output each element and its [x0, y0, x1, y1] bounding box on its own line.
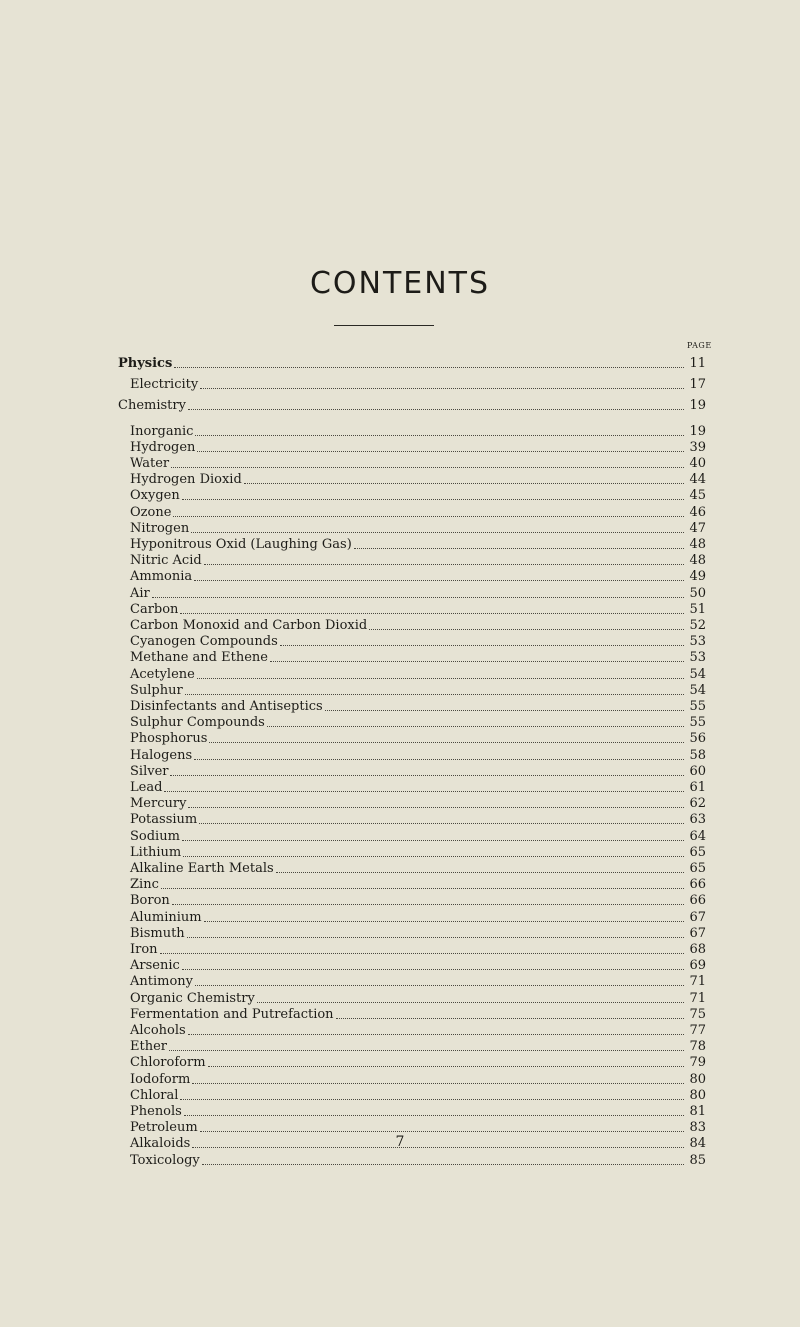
toc-entry — [130, 1039, 706, 1055]
toc-entry-label: Phenols — [130, 1104, 182, 1119]
dot-leader — [188, 806, 684, 808]
toc-entry-label: Hydrogen Dioxid — [130, 472, 242, 488]
dot-leader — [169, 1049, 684, 1051]
toc-entry — [130, 1104, 706, 1120]
toc-entry — [130, 634, 706, 650]
toc-entry — [130, 910, 706, 926]
dot-leader — [209, 741, 684, 743]
dot-leader — [161, 887, 684, 889]
toc-entry-label: Iodoform — [130, 1071, 191, 1087]
toc-entry — [130, 812, 706, 828]
toc-entry-label: Boron — [130, 893, 170, 909]
toc-entry-page: 66 — [689, 877, 706, 893]
toc-entry-label: Fermentation and Putrefaction — [130, 1006, 334, 1022]
toc-entry — [130, 748, 706, 764]
toc-entry-label: Hydrogen — [130, 439, 196, 455]
toc-entry — [130, 650, 706, 666]
toc-entry — [130, 764, 706, 780]
toc-entry — [130, 1007, 706, 1023]
toc-entry-page: 68 — [689, 942, 706, 957]
toc-entry-label: Hyponitrous Oxid (Laughing Gas) — [130, 537, 352, 552]
toc-entry-label: Carbon — [130, 601, 179, 617]
toc-entry-page: 58 — [689, 747, 706, 763]
toc-entry — [130, 537, 706, 553]
toc-entry-page: 62 — [689, 796, 706, 812]
toc-entry-label: Silver — [130, 763, 169, 779]
toc-entry-page: 71 — [689, 990, 706, 1006]
toc-entry-page: 78 — [689, 1039, 706, 1055]
toc-entry-label: Chloral — [130, 1087, 179, 1103]
dot-leader — [199, 822, 684, 824]
toc-entry-label: Sulphur Compounds — [130, 715, 265, 731]
toc-entry-page: 63 — [689, 812, 706, 828]
toc-entry-label: Acetylene — [130, 666, 195, 682]
dot-leader — [336, 1017, 684, 1019]
dot-leader — [182, 968, 684, 970]
toc-entry-page: 67 — [689, 909, 706, 925]
dot-leader — [172, 903, 684, 905]
page-title: CONTENTS — [309, 266, 491, 301]
toc-entry — [130, 926, 706, 942]
toc-entry — [130, 991, 706, 1007]
toc-entry-label: Nitrogen — [130, 520, 190, 536]
toc-entry-page: 48 — [689, 553, 706, 569]
toc-entry-label: Chloroform — [130, 1055, 206, 1071]
toc-entry-page: 47 — [689, 520, 706, 536]
toc-entry — [130, 877, 706, 893]
toc-entry-label: Water — [130, 456, 170, 471]
dot-leader — [200, 1130, 684, 1132]
toc-entry-page: 80 — [689, 1071, 706, 1087]
title-rule — [334, 325, 434, 326]
toc-entry-page: 80 — [689, 1087, 706, 1103]
toc-entry-label: Air — [130, 585, 150, 601]
toc-entry-page: 81 — [689, 1104, 706, 1119]
dot-leader — [173, 515, 684, 517]
toc-entry-page: 79 — [689, 1055, 706, 1071]
toc-entry-page: 66 — [689, 893, 706, 909]
dot-leader — [188, 1033, 684, 1035]
toc-entry-page: 11 — [689, 356, 706, 371]
toc-entry-label: Oxygen — [130, 488, 180, 504]
toc-entry — [118, 356, 706, 372]
toc-entry-label: Ammonia — [130, 569, 193, 585]
dot-leader — [171, 466, 684, 468]
toc-entry-label: Bismuth — [130, 925, 185, 941]
dot-leader — [170, 774, 684, 776]
toc-entry-label: Methane and Ethene — [130, 650, 268, 666]
toc-entry-label: Potassium — [130, 812, 198, 828]
toc-entry — [130, 1153, 706, 1169]
dot-leader — [180, 1098, 684, 1100]
dot-leader — [183, 855, 684, 857]
toc-entry — [130, 1088, 706, 1104]
dot-leader — [200, 387, 684, 389]
toc-entry — [130, 845, 706, 861]
toc-entry-label: Electricity — [130, 377, 199, 393]
toc-entry-page: 49 — [689, 569, 706, 585]
toc-entry-label: Ozone — [130, 504, 172, 520]
dot-leader — [267, 725, 684, 727]
toc-entry-label: Sodium — [130, 828, 180, 844]
toc-entry-page: 83 — [689, 1120, 706, 1136]
toc-entry — [130, 521, 706, 537]
toc-entry — [130, 780, 706, 796]
toc-entry-label: Iron — [130, 942, 158, 957]
toc-entry-page: 52 — [689, 618, 706, 633]
toc-entry-page: 65 — [689, 844, 706, 860]
toc-entry-page: 46 — [689, 504, 706, 520]
dot-leader — [208, 1065, 684, 1067]
toc-entry-label: Alkaloids — [130, 1136, 191, 1152]
dot-leader — [195, 984, 684, 986]
toc-entry-label: Ether — [130, 1039, 167, 1055]
toc-entry-page: 55 — [689, 699, 706, 714]
toc-entry-label: Organic Chemistry — [130, 990, 255, 1006]
dot-leader — [194, 579, 684, 581]
dot-leader — [152, 596, 684, 598]
dot-leader — [194, 758, 684, 760]
toc-entry-page: 19 — [689, 423, 706, 439]
toc-entry-page: 53 — [689, 634, 706, 650]
toc-entry-label: Zinc — [130, 877, 159, 893]
toc-entry-label: Inorganic — [130, 423, 194, 439]
dot-leader — [182, 839, 684, 841]
toc-entry-page: 54 — [689, 682, 706, 698]
footer-page-number: 7 — [395, 1134, 405, 1150]
dot-leader — [160, 952, 684, 954]
toc-entry-page: 48 — [689, 537, 706, 552]
toc-entry-page: 19 — [689, 398, 706, 414]
dot-leader — [180, 612, 684, 614]
toc-entry-page: 77 — [689, 1023, 706, 1038]
toc-entry — [130, 974, 706, 990]
toc-entry-page: 85 — [689, 1152, 706, 1168]
toc-entry — [130, 1055, 706, 1071]
toc-entry — [130, 683, 706, 699]
toc-entry — [130, 829, 706, 845]
toc-entry-label: Alkaline Earth Metals — [130, 861, 274, 876]
dot-leader — [195, 434, 684, 436]
toc-entry-page: 61 — [689, 780, 706, 795]
dot-leader — [185, 693, 684, 695]
toc-entry — [130, 569, 706, 585]
toc-entry — [130, 1023, 706, 1039]
toc-entry-page: 17 — [689, 377, 706, 393]
toc-entry — [130, 861, 706, 877]
dot-leader — [204, 563, 684, 565]
toc-entry — [130, 618, 706, 634]
toc-entry-page: 64 — [689, 828, 706, 844]
toc-entry-label: Toxicology — [130, 1152, 200, 1168]
toc-entry-label: Lithium — [130, 844, 182, 860]
dot-leader — [164, 790, 684, 792]
toc-entry — [130, 553, 706, 569]
toc-entry-page: 50 — [689, 585, 706, 601]
dot-leader — [184, 1114, 684, 1116]
toc-entry-label: Physics — [118, 356, 173, 371]
dot-leader — [369, 628, 684, 630]
toc-entry — [130, 1072, 706, 1088]
toc-entry-page: 54 — [689, 666, 706, 682]
dot-leader — [257, 1001, 684, 1003]
toc-entry — [130, 472, 706, 488]
dot-leader — [188, 408, 684, 410]
toc-entry — [130, 942, 706, 958]
dot-leader — [174, 366, 684, 368]
toc-entry — [130, 602, 706, 618]
toc-entry — [130, 440, 706, 456]
toc-entry-page: 51 — [689, 601, 706, 617]
dot-leader — [204, 920, 684, 922]
dot-leader — [197, 450, 684, 452]
toc-entry — [130, 796, 706, 812]
toc-entry — [130, 456, 706, 472]
toc-entry-label: Cyanogen Compounds — [130, 634, 278, 650]
page-column-label: PAGE — [687, 341, 712, 350]
toc-entry — [130, 488, 706, 504]
toc-entry-label: Nitric Acid — [130, 553, 202, 569]
toc-entry — [130, 958, 706, 974]
toc-entry-label: Petroleum — [130, 1120, 198, 1136]
toc-entry — [130, 667, 706, 683]
toc-entry-label: Carbon Monoxid and Carbon Dioxid — [130, 618, 368, 633]
toc-entry-page: 45 — [689, 488, 706, 504]
toc-entry — [130, 699, 706, 715]
dot-leader — [354, 547, 684, 549]
toc-entry-page: 56 — [689, 731, 706, 747]
toc-entry-label: Disinfectants and Antiseptics — [130, 699, 323, 714]
dot-leader — [187, 936, 684, 938]
toc-entry — [130, 505, 706, 521]
toc-entry-page: 71 — [689, 974, 706, 990]
dot-leader — [270, 660, 684, 662]
toc-entry — [130, 377, 706, 393]
toc-entry-label: Antimony — [130, 974, 194, 990]
toc-entry — [130, 424, 706, 440]
toc-entry-label: Sulphur — [130, 682, 183, 698]
dot-leader — [197, 677, 684, 679]
dot-leader — [202, 1163, 684, 1165]
toc-entry-label: Phosphorus — [130, 731, 208, 747]
toc-entry-label: Chemistry — [118, 398, 186, 414]
toc-entry — [130, 731, 706, 747]
toc-entry-label: Alcohols — [130, 1023, 186, 1038]
dot-leader — [191, 531, 684, 533]
toc-entry — [130, 715, 706, 731]
toc-entry-page: 40 — [689, 456, 706, 471]
toc-entry-label: Halogens — [130, 747, 193, 763]
toc-entry-page: 67 — [689, 925, 706, 941]
dot-leader — [182, 498, 684, 500]
dot-leader — [280, 644, 684, 646]
toc-entry-page: 60 — [689, 763, 706, 779]
toc-entry — [130, 893, 706, 909]
toc-entry-page: 75 — [689, 1006, 706, 1022]
toc-entry-label: Mercury — [130, 796, 187, 812]
toc-entry-page: 65 — [689, 861, 706, 876]
toc-entry-label: Lead — [130, 780, 163, 795]
toc-entry — [130, 586, 706, 602]
toc-entry-label: Arsenic — [130, 958, 180, 974]
toc-entry-page: 53 — [689, 650, 706, 666]
toc-entry-page: 69 — [689, 958, 706, 974]
dot-leader — [192, 1082, 684, 1084]
toc-entry-label: Aluminium — [130, 909, 202, 925]
toc-entry-page: 84 — [689, 1136, 706, 1152]
dot-leader — [244, 482, 684, 484]
dot-leader — [276, 871, 684, 873]
toc-entry-page: 44 — [689, 472, 706, 488]
toc-entry-page: 39 — [689, 439, 706, 455]
toc-entry — [118, 398, 706, 414]
dot-leader — [325, 709, 684, 711]
toc-entry-page: 55 — [689, 715, 706, 731]
